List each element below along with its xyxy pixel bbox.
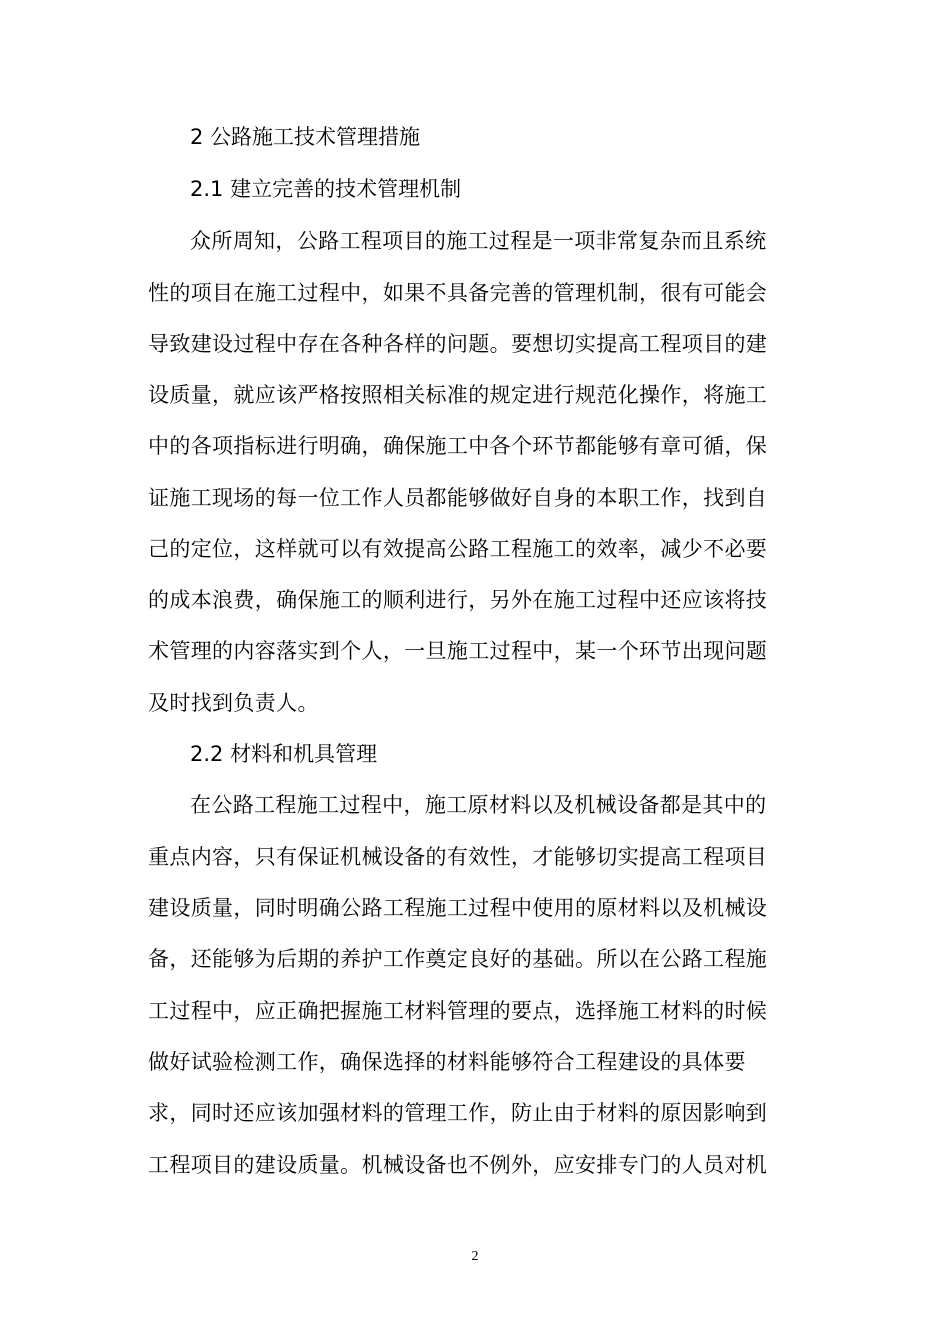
page-number: 2 [471,1249,479,1264]
paragraph-line: 中的各项指标进行明确，确保施工中各个环节都能够有章可循，保 [148,434,768,458]
paragraph-line: 重点内容，只有保证机械设备的有效性，才能够切实提高工程项目 [148,845,768,869]
paragraph-line: 工过程中，应正确把握施工材料管理的要点，选择施工材料的时候 [148,999,768,1023]
paragraph-line: 及时找到负责人。 [148,691,319,715]
paragraph-line: 证施工现场的每一位工作人员都能够做好自身的本职工作，找到自 [148,486,768,510]
paragraph-line: 备，还能够为后期的养护工作奠定良好的基础。所以在公路工程施 [148,947,768,971]
paragraph-line: 做好试验检测工作，确保选择的材料能够符合工程建设的具体要 [148,1050,746,1074]
paragraph-line: 己的定位，这样就可以有效提高公路工程施工的效率，减少不必要 [148,537,768,561]
paragraph-line: 建设质量，同时明确公路工程施工过程中使用的原材料以及机械设 [148,896,768,920]
paragraph-line: 术管理的内容落实到个人，一旦施工过程中，某一个环节出现问题 [148,639,768,663]
paragraph-line: 工程项目的建设质量。机械设备也不例外，应安排专门的人员对机 [148,1153,768,1177]
section-heading-2-1: 2.1 建立完善的技术管理机制 [190,177,462,201]
paragraph-line: 众所周知，公路工程项目的施工过程是一项非常复杂而且系统 [190,229,767,253]
paragraph-line: 在公路工程施工过程中，施工原材料以及机械设备都是其中的 [190,793,767,817]
section-heading-2-2: 2.2 材料和机具管理 [190,742,378,766]
paragraph-line: 的成本浪费，确保施工的顺利进行，另外在施工过程中还应该将技 [148,588,768,612]
section-heading-2: 2 公路施工技术管理措施 [190,125,421,149]
paragraph-line: 性的项目在施工过程中，如果不具备完善的管理机制，很有可能会 [148,281,768,305]
paragraph-line: 求，同时还应该加强材料的管理工作，防止由于材料的原因影响到 [148,1101,768,1125]
paragraph-line: 导致建设过程中存在各种各样的问题。要想切实提高工程项目的建 [148,332,768,356]
paragraph-line: 设质量，就应该严格按照相关标准的规定进行规范化操作，将施工 [148,383,768,407]
